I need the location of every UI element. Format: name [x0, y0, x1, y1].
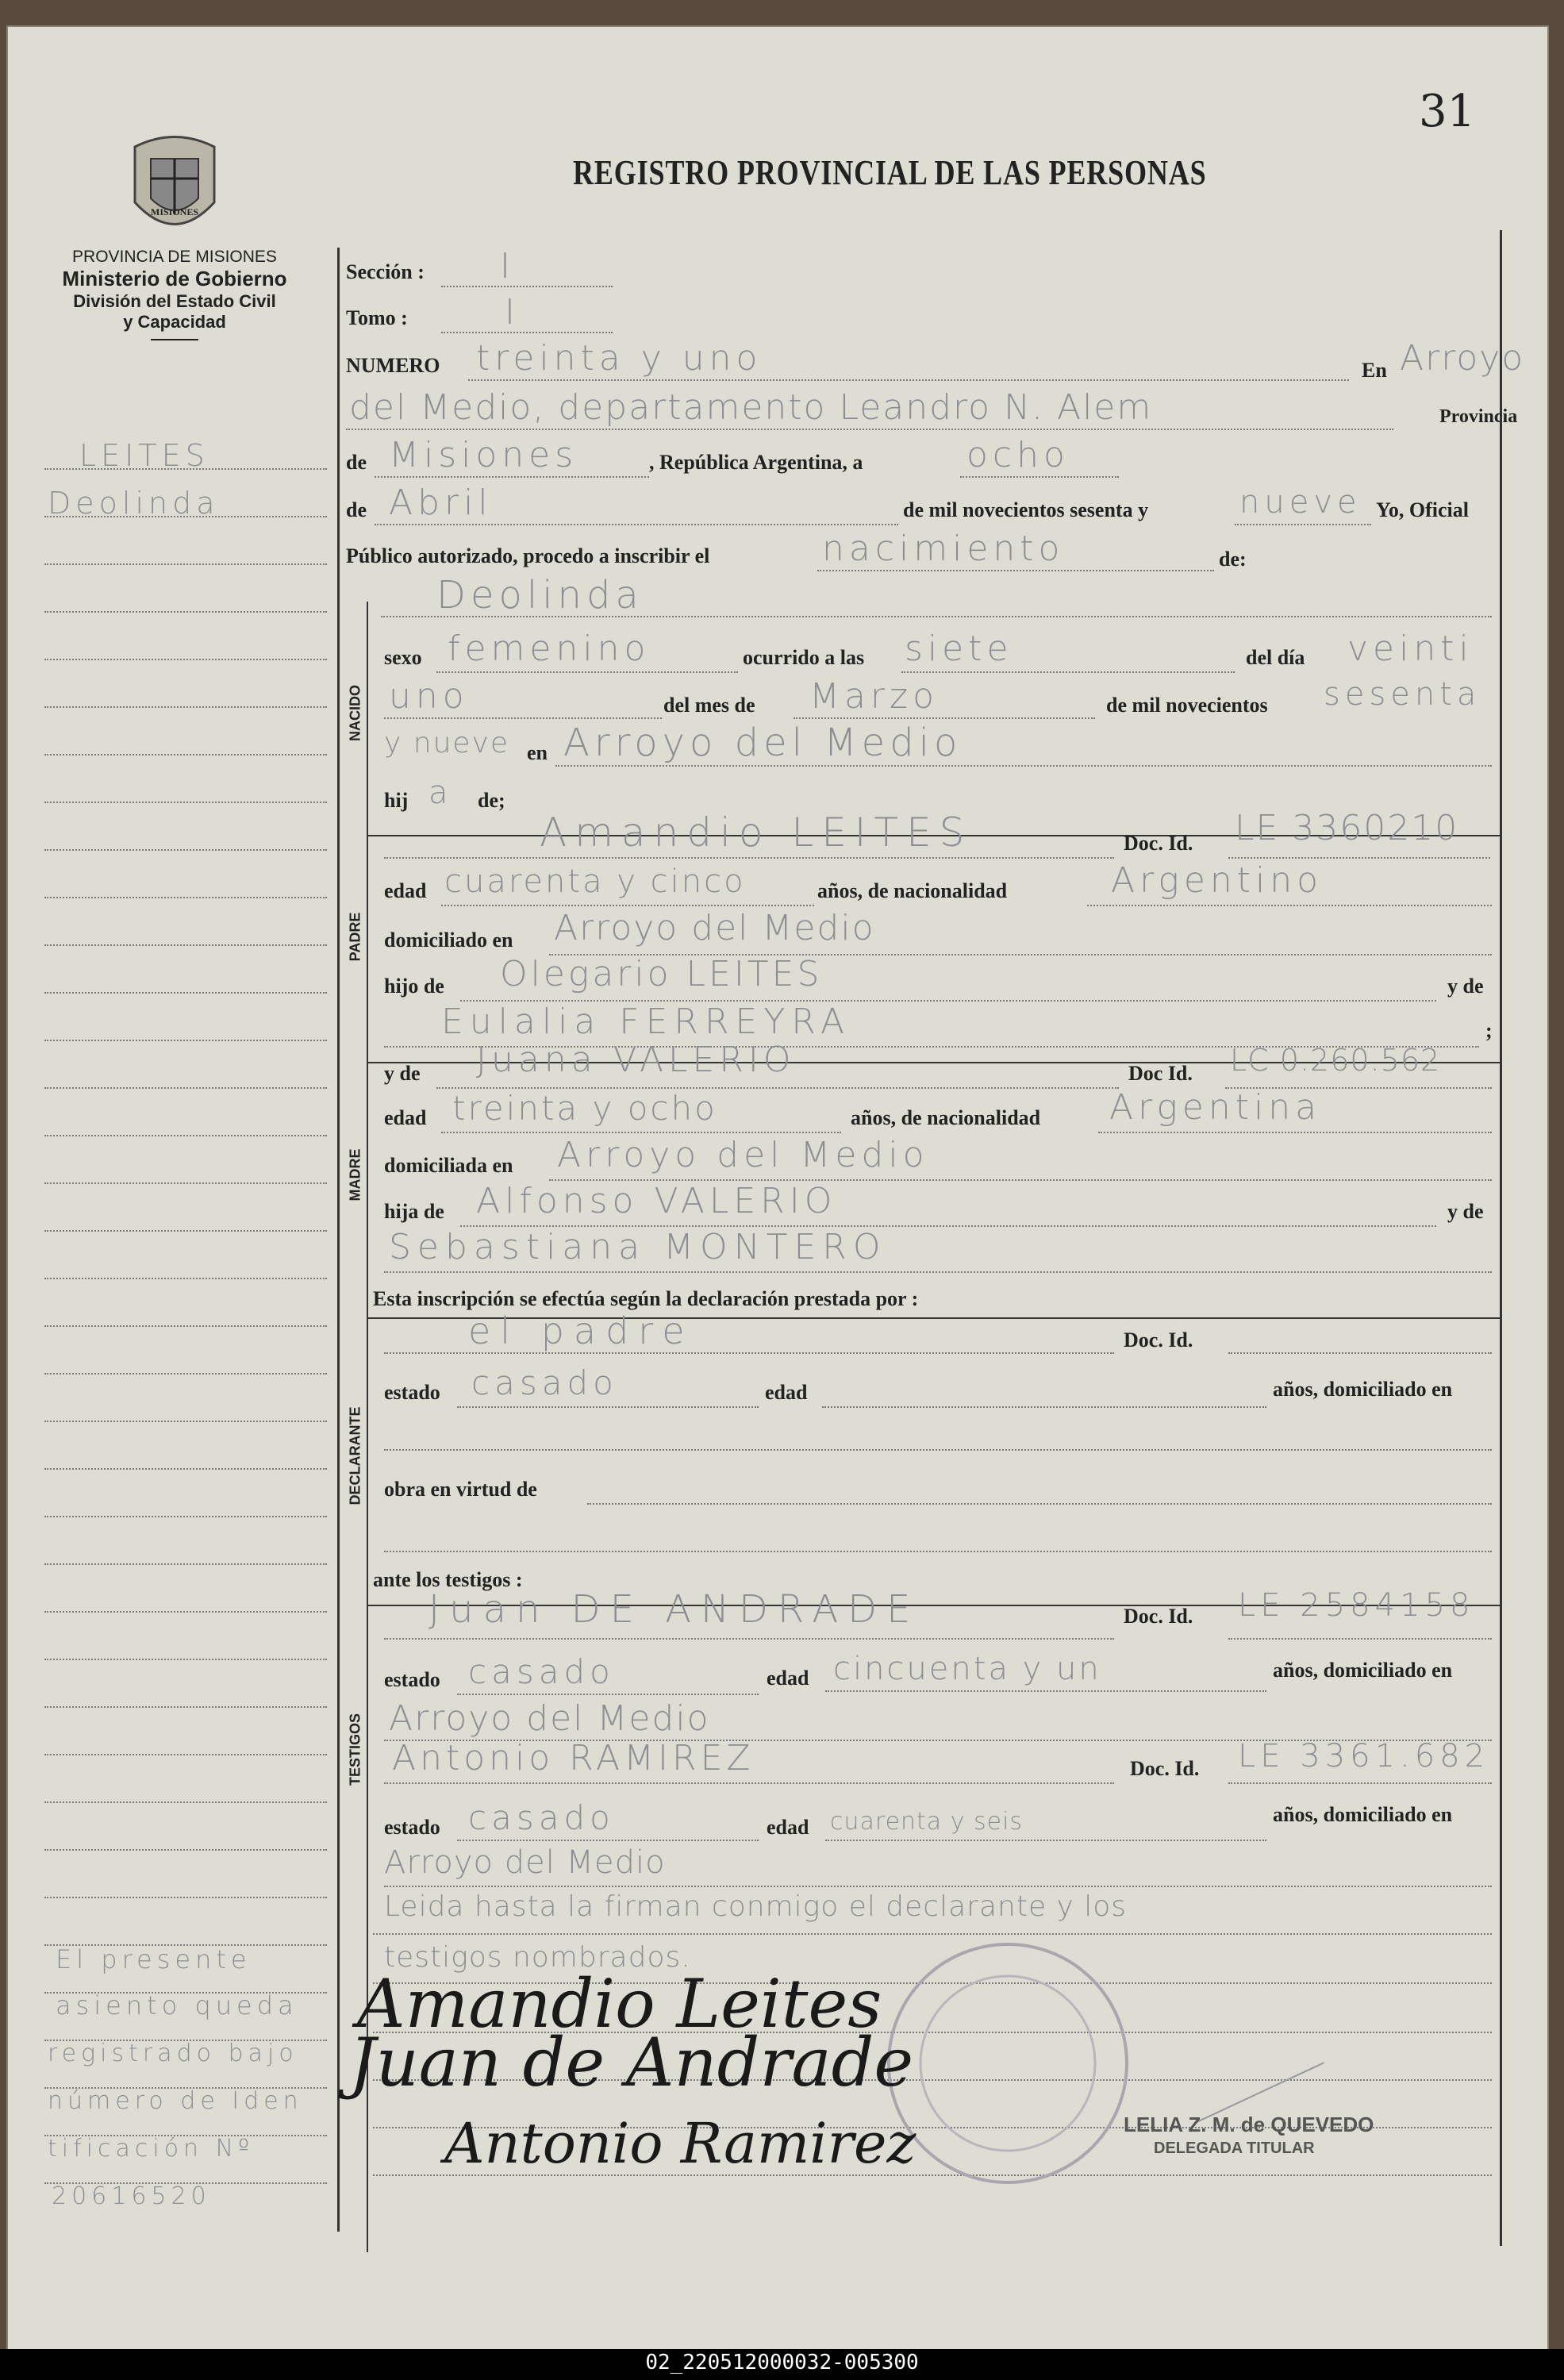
- margin-note-6: 20616520: [52, 2182, 211, 2210]
- mes-value: Abril: [389, 483, 493, 523]
- padre-nac-label: años, de nacionalidad: [817, 879, 1008, 902]
- republica-label: , República Argentina, a: [649, 451, 863, 474]
- madre-y-de-label: y de: [384, 1062, 421, 1085]
- declarante-edad-label: edad: [765, 1381, 808, 1404]
- madre-madre-value: Sebastiana MONTERO: [389, 1227, 887, 1267]
- ante-label: ante los testigos :: [373, 1568, 523, 1591]
- padre-dom-label: domiciliado en: [384, 929, 513, 952]
- margin-rule: [44, 1516, 327, 1517]
- form-right-border: [1500, 230, 1502, 2246]
- testigo1-edad-label: edad: [767, 1667, 809, 1690]
- margin-rule: [44, 897, 327, 898]
- delegada-name: LELIA Z. M. de QUEVEDO: [1124, 2113, 1374, 2136]
- en-label: En: [1362, 359, 1387, 382]
- margin-note-1: El presente: [56, 1944, 252, 1974]
- margin-rule: [44, 1897, 327, 1898]
- page-number: 31: [1419, 86, 1476, 137]
- testigo2-estado-label: estado: [384, 1816, 440, 1839]
- tomo-value: I: [505, 292, 520, 333]
- madre-doc-value: LC 0.260.562: [1230, 1043, 1441, 1078]
- margin-rule: [44, 802, 327, 803]
- provincia-label: Provincia: [1439, 406, 1518, 427]
- margin-rule: [44, 1230, 327, 1232]
- margin-rule: [44, 1801, 327, 1803]
- hora-value: siete: [905, 629, 1013, 669]
- sexo-value: femenino: [448, 629, 651, 669]
- madre-doc-label: Doc Id.: [1128, 1062, 1193, 1085]
- madre-edad-label: edad: [384, 1106, 427, 1129]
- margin-note-5: tificación Nº: [48, 2135, 255, 2163]
- padre-madre-value: Eulalia FERREYRA: [441, 1002, 851, 1042]
- mil-sesenta-label: de mil novecientos sesenta y: [903, 498, 1149, 521]
- anio-nac-value: sesenta: [1324, 676, 1481, 713]
- seal-label: MISIONES: [151, 206, 199, 217]
- section-padre: PADRE: [347, 912, 363, 962]
- provincia-value: Misiones: [389, 435, 578, 475]
- padre-doc-label: Doc. Id.: [1124, 832, 1193, 855]
- cierre-line-2: testigos nombrados.: [384, 1941, 691, 1974]
- signature-juan: Juan de Andrade: [349, 2024, 914, 2101]
- declarante-estado-label: estado: [384, 1381, 440, 1404]
- official-stamp-icon: [881, 1936, 1135, 2190]
- dia-value: ocho: [966, 435, 1070, 475]
- declarante-estado-value: casado: [471, 1363, 618, 1402]
- margin-rule: [44, 1754, 327, 1755]
- margin-rule: [44, 1373, 327, 1375]
- margin-rule: [44, 1468, 327, 1470]
- margin-rule: [44, 1278, 327, 1279]
- madre-nombre-value: Juana VALERIO: [476, 1040, 796, 1080]
- testigo1-dom-value: Arroyo del Medio: [389, 1698, 710, 1739]
- testigo1-doc-label: Doc. Id.: [1124, 1605, 1193, 1628]
- ocurrido-label: ocurrido a las: [743, 646, 865, 669]
- margin-rule: [44, 563, 327, 565]
- margin-note-2: asiento queda: [56, 1990, 298, 2021]
- testigo1-value: Juan DE ANDRADE: [428, 1587, 920, 1632]
- nombre-value: Deolinda: [436, 573, 644, 617]
- padre-hijo-de-value: Olegario LEITES: [500, 954, 823, 994]
- hij-de-label: de;: [478, 789, 505, 812]
- publico-label: Público autorizado, procedo a inscribir el: [346, 544, 710, 567]
- issuer-block: [24, 248, 325, 340]
- lugar-nac-value: Arroyo del Medio: [563, 721, 963, 765]
- de2-label: de: [346, 498, 367, 521]
- margin-rule: [44, 1325, 327, 1327]
- padre-edad-label: edad: [384, 879, 427, 902]
- signature-amandio: Amandio Leites: [357, 1965, 882, 2043]
- declarante-value: el padre: [468, 1309, 694, 1352]
- issuer-division: División del Estado Civil: [73, 291, 276, 311]
- delegada-title: DELEGADA TITULAR: [1154, 2140, 1315, 2157]
- testigo2-anos-label: años, domiciliado en: [1273, 1803, 1453, 1826]
- testigo1-estado-value: casado: [468, 1652, 615, 1691]
- numero-label: NUMERO: [346, 354, 440, 377]
- hij-suffix: a: [428, 775, 453, 811]
- testigo2-doc-value: LE 3361.682: [1238, 1738, 1490, 1774]
- margin-note-3: registrado bajo: [48, 2040, 298, 2067]
- cierre-line-1: Leida hasta la firman conmigo el declarante y los: [384, 1890, 1128, 1923]
- margin-rule: [44, 611, 327, 613]
- anio-nac2-value: y nueve: [384, 727, 509, 759]
- margin-divider: [337, 248, 340, 2232]
- margin-rule: [44, 1421, 327, 1422]
- madre-y-de-label-2: y de: [1447, 1200, 1484, 1223]
- margin-rule: [44, 1611, 327, 1613]
- padre-y-de-label: y de: [1447, 975, 1484, 998]
- section-declarante: DECLARANTE: [347, 1406, 363, 1505]
- margin-rule: [44, 706, 327, 708]
- de-label: de: [346, 451, 367, 474]
- margin-name: Deolinda: [48, 486, 220, 521]
- padre-hijo-de-label: hijo de: [384, 975, 444, 998]
- padre-nombre-value: Amandio LEITES: [540, 809, 973, 855]
- section-nacido: NACIDO: [347, 685, 363, 741]
- inscripcion-label: Esta inscripción se efectúa según la declaración prestada por :: [373, 1287, 919, 1310]
- declarante-anos-label: años, domiciliado en: [1273, 1378, 1453, 1401]
- anio-value: nueve: [1239, 484, 1362, 521]
- padre-semicolon: ;: [1485, 1019, 1493, 1042]
- margin-rule: [44, 1040, 327, 1041]
- margin-rule: [44, 1706, 327, 1708]
- section-madre: MADRE: [347, 1148, 363, 1202]
- issuer-capacity: y Capacidad: [123, 312, 226, 332]
- margin-rule: [44, 754, 327, 756]
- footer-caption: 02_220512000032-005300: [645, 2351, 919, 2374]
- margin-rule: [44, 1087, 327, 1089]
- margin-rule: [44, 1659, 327, 1660]
- testigo1-anos-label: años, domiciliado en: [1273, 1659, 1453, 1682]
- section-testigos: TESTIGOS: [347, 1713, 363, 1786]
- sexo-label: sexo: [384, 646, 422, 669]
- hij-label: hij: [384, 789, 409, 812]
- testigo1-estado-label: estado: [384, 1668, 440, 1691]
- padre-doc-value: LE 3360210: [1235, 808, 1459, 848]
- page-title: REGISTRO PROVINCIAL DE LAS PERSONAS: [573, 153, 1207, 192]
- del-dia-label: del día: [1246, 646, 1305, 669]
- margin-surname: LEITES: [79, 438, 209, 473]
- declarante-doc-label: Doc. Id.: [1124, 1328, 1193, 1351]
- margin-rule: [44, 1182, 327, 1184]
- margin-rule: [44, 992, 327, 994]
- yo-oficial-label: Yo, Oficial: [1376, 498, 1469, 521]
- de-colon-label: de:: [1219, 548, 1247, 571]
- en2-label: en: [527, 741, 548, 764]
- margin-note-4: número de Iden: [48, 2087, 303, 2115]
- madre-nac-label: años, de nacionalidad: [851, 1106, 1041, 1129]
- madre-dom-value: Arroyo del Medio: [557, 1135, 929, 1175]
- padre-dom-value: Arroyo del Medio: [554, 908, 875, 948]
- signature-antonio: Antonio Ramirez: [444, 2111, 916, 2176]
- testigo2-dom-value: Arroyo del Medio: [384, 1844, 666, 1881]
- margin-rule: [44, 659, 327, 660]
- testigo2-edad-value: cuarenta y seis: [830, 1808, 1024, 1836]
- mil-novecientos-label: de mil novecientos: [1106, 694, 1268, 717]
- dia-nac2-value: uno: [389, 676, 469, 717]
- margin-rule: [44, 944, 327, 946]
- testigo2-value: Antonio RAMIREZ: [392, 1738, 755, 1778]
- seccion-value: I: [500, 246, 515, 286]
- madre-hija-de-label: hija de: [384, 1200, 444, 1223]
- madre-edad-value: treinta y ocho: [452, 1089, 717, 1128]
- testigo2-doc-label: Doc. Id.: [1130, 1757, 1200, 1780]
- issuer-ministry: Ministerio de Gobierno: [62, 267, 287, 290]
- margin-rule: [44, 1135, 327, 1136]
- obra-label: obra en virtud de: [384, 1478, 537, 1501]
- dia-nac-value: veinti: [1347, 629, 1474, 669]
- testigo1-edad-value: cincuenta y un: [833, 1651, 1101, 1687]
- testigo1-doc-value: LE 2584158: [1238, 1587, 1475, 1624]
- del-mes-label: del mes de: [663, 694, 755, 717]
- numero-value: treinta y uno: [476, 338, 763, 379]
- testigo2-edad-label: edad: [767, 1816, 809, 1839]
- madre-hija-de-value: Alfonso VALERIO: [476, 1181, 837, 1221]
- margin-rule: [44, 1563, 327, 1565]
- seal-icon: [119, 127, 230, 246]
- mes-nac-value: Marzo: [809, 676, 940, 717]
- lugar-value: del Medio, departamento Leandro N. Alem: [349, 387, 1153, 428]
- margin-rule: [44, 1849, 327, 1851]
- tomo-label: Tomo :: [346, 306, 408, 329]
- acto-value: nacimiento: [822, 529, 1065, 569]
- madre-nac-value: Argentina: [1109, 1087, 1322, 1128]
- seccion-label: Sección :: [346, 260, 425, 283]
- padre-nac-value: Argentino: [1111, 860, 1324, 901]
- padre-edad-value: cuarenta y cinco: [444, 863, 746, 900]
- issuer-province: PROVINCIA DE MISIONES: [72, 248, 277, 266]
- margin-rule: [44, 849, 327, 851]
- madre-dom-label: domiciliada en: [384, 1154, 513, 1177]
- testigo2-estado-value: casado: [468, 1798, 615, 1837]
- en-value: Arroyo: [1400, 338, 1525, 379]
